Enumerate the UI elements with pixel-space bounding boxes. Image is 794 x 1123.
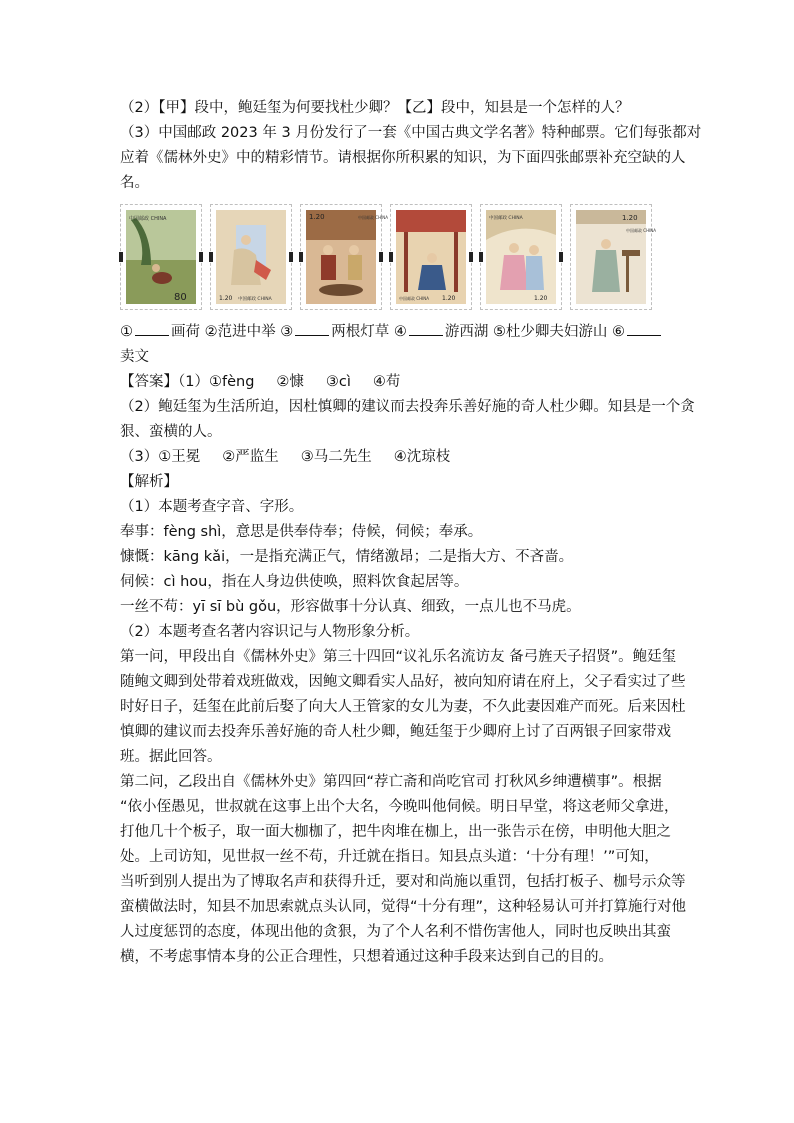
analysis-2: （2）本题考查名著内容识记与人物形象分析。 (120, 624, 420, 640)
stamp-images (120, 204, 680, 316)
stamp-6-denom: 1.20 (622, 214, 638, 222)
stamp-5-denom: 1.20 (534, 295, 548, 302)
question-3-line-2: 应着《儒林外史》中的精彩情节。请根据你所积累的知识，为下面四张邮票补充空缺的人 (120, 150, 686, 166)
question-2: （2）【甲】段中，鲍廷玺为何要找杜少卿？【乙】段中，知县是一个怎样的人？ (120, 100, 630, 116)
answer-2-line-2: 狠、蛮横的人。 (120, 424, 222, 440)
stamp-4-denom: 1.20 (442, 295, 456, 302)
stamp-4-label: 中国邮政 CHINA (399, 296, 429, 301)
document-page (120, 96, 702, 970)
answer-2-line-1: （2）鲍廷玺为生活所迫，因杜慎卿的建议而去投奔乐善好施的奇人杜少卿。知县是一个贪 (120, 399, 695, 415)
analysis-1: （1）本题考查字音、字形。 (120, 499, 304, 515)
stamp-5-image (480, 204, 562, 310)
stamp-3-image (300, 204, 388, 310)
analysis-fengshi: 奉事：fèng shì，意思是供奉侍奉；侍候，伺候；奉承。 (120, 524, 483, 540)
stamp-2-image (210, 204, 292, 310)
stamp-2-denom: 1.20 (219, 295, 233, 302)
answer-1: 【答案】（1）①fèng ②慷 ③cì ④苟 (120, 374, 401, 390)
analysis-paragraph-2: 第二问，乙段出自《儒林外史》第四回“荐亡斋和尚吃官司 打秋风乡绅遭横事”。根据 “依小侄愚见，世叔就在这事上出个大名，今晚叫他伺候。明日早堂，将这老师父拿进， 打他几十个板子，取一面大枷枷了，把牛肉堆在枷上，出一张告示在傍，申明他大胆之 处。上司访知，见世叔一丝不苟，升迁就在指日。知县点头道：‘十分有理！’”可知， 当听到别人提出为了博取名声和获得升迁，要对和尚施以重罚，包括打板子、枷号示众等 蛮横做法时，知县不加思索就点头认同，觉得“十分有理”，这种轻易认可并打算施行对他 人过度惩罚的态度，体现出他的贪狠，为了个人名利不惜伤害他人，同时也反映出其蛮 横，不考虑事情本身的公正合理性，只想着通过这种手段来达到自己的目的。 (120, 774, 687, 965)
analysis-yisibugou: 一丝不苟：yī sī bù gǒu，形容做事十分认真、细致，一点儿也不马虎。 (120, 599, 581, 615)
stamp-3-denom: 1.20 (309, 213, 325, 221)
analysis-kangkai: 慷慨：kāng kǎi，一是指充满正气，情绪激昂；二是指大方、不吝啬。 (120, 549, 574, 565)
stamp-title-6-suffix: 卖文 (120, 349, 149, 365)
stamp-6-label: 中国邮政 CHINA (626, 228, 656, 233)
stamp-5-label: 中国邮政 CHINA (489, 216, 523, 221)
analysis-paragraph-1: 第一问，甲段出自《儒林外史》第三十四回“议礼乐名流访友 备弓旌天子招贤”。鲍廷玺 随鲍文卿到处带着戏班做戏，因鲍文卿看实人品好，被向知府请在府上，父子看实过了些 时好日子，廷玺在此前后娶了向大人王管家的女儿为妻，不久此妻因难产而死。后来因杜 慎卿的建议而去投奔乐善好施的奇人杜少卿，鲍廷玺于少卿府上讨了百两银子回家带戏 班。据此回答。 (120, 649, 686, 765)
stamp-titles: ① 画荷 ②范进中举 ③ 两根灯草 ④ 游西湖 ⑤杜少卿夫妇游山 ⑥ (120, 320, 680, 345)
analysis-heading: 【解析】 (120, 474, 178, 490)
analysis-cihou: 伺候：cì hou，指在人身边供使唤，照料饮食起居等。 (120, 574, 469, 590)
blank-4 (409, 321, 443, 336)
stamp-1-label: 中国邮政 CHINA (129, 216, 167, 222)
blank-6 (627, 321, 661, 336)
blank-3 (295, 321, 329, 336)
stamp-4-image (390, 204, 472, 310)
question-3-line-3: 名。 (120, 175, 149, 191)
question-3-line-1: （3）中国邮政 2023 年 3 月份发行了一套《中国古典文学名著》特种邮票。它们每张都对 (120, 125, 702, 141)
answer-3: （3）①王冕 ②严监生 ③马二先生 ④沈琼枝 (120, 449, 451, 465)
stamp-6-image (570, 204, 656, 310)
blank-1 (135, 321, 169, 336)
stamp-2-label: 中国邮政 CHINA (238, 297, 272, 302)
stamp-1-denom: 80 (174, 292, 187, 303)
stamp-1-image (120, 204, 202, 310)
stamp-3-label: 中国邮政 CHINA (358, 215, 388, 220)
